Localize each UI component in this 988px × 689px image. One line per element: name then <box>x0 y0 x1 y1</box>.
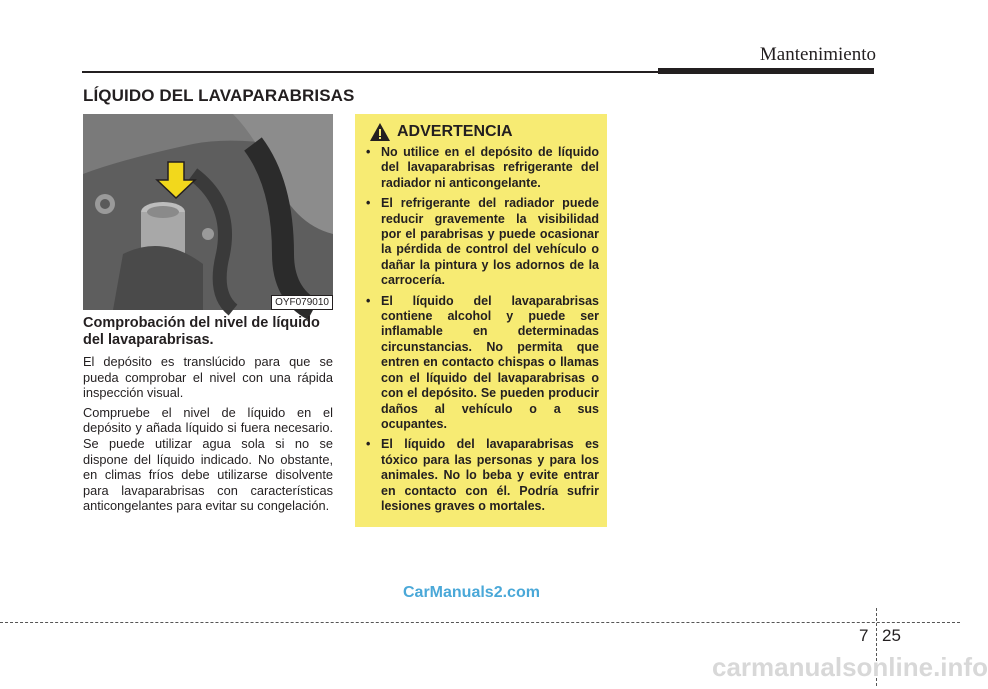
left-column <box>83 315 333 518</box>
engine-bay-illustration <box>83 114 333 310</box>
bullet-icon: • <box>366 293 371 308</box>
subheading: Comprobación del nivel de líquido del lavaparabrisas. <box>83 315 320 348</box>
paragraph: El depósito es translúcido para que se pueda comprobar el nivel con una rápida inspección visual. <box>83 354 333 401</box>
bullet-icon: • <box>366 145 371 159</box>
bullet-icon: • <box>366 196 371 211</box>
warning-item-text: El líquido del lavaparabrisas es tóxico para las personas y para los animales. No lo beba y evite entrar en contacto con él. Podría sufrir lesiones graves o mortales. <box>381 437 599 513</box>
footer-watermark: carmanualsonline.info <box>712 652 988 682</box>
photo-code: OYF079010 <box>271 295 333 310</box>
paragraph: Compruebe el nivel de líquido en el depósito y añada líquido si fuera necesario. Se puede utilizar agua sola si no se dispone del líquido indicado. No obstante, en climas fríos debe utilizarse disolvente para lavaparabrisas con características anticongelantes para evitar su congelación. <box>83 404 333 514</box>
header-title: Mantenimiento <box>759 44 876 65</box>
warning-item <box>363 437 599 514</box>
footer-divider <box>0 622 960 623</box>
page-number: 25 <box>882 626 901 645</box>
warning-item-text: El líquido del lavaparabrisas contiene alcohol y puede ser inflamable en determinadas circunstancias. No permita que entren en contacto chispas o llamas con el líquido del lavaparabrisas o con el depósito. Se pueden producir daños al vehículo o a sus ocupantes. <box>381 293 599 431</box>
warning-item-text: El refrigerante del radiador puede reducir gravemente la visibilidad por el parabrisas y puede ocasionar la pérdida de control del vehículo o dañar la pintura y los adornos de la carrocería. <box>381 196 599 288</box>
bullet-icon: • <box>366 437 371 452</box>
engine-bay-photo <box>83 114 333 310</box>
warning-item <box>363 294 599 433</box>
section-title: LÍQUIDO DEL LAVAPARABRISAS <box>83 86 355 105</box>
warning-item-text: No utilice en el depósito de líquido del lavaparabrisas refrigerante del radiador ni anticongelante. <box>381 145 599 190</box>
warning-triangle-icon <box>369 122 391 142</box>
warning-header <box>369 122 599 142</box>
warning-item <box>363 196 599 288</box>
warning-box <box>355 114 607 527</box>
chapter-number: 7 <box>859 626 869 645</box>
watermark-link[interactable]: CarManuals2.com <box>403 584 540 601</box>
header-rule-accent <box>658 68 874 74</box>
warning-item <box>363 145 599 191</box>
warning-list <box>363 145 599 514</box>
warning-title: ADVERTENCIA <box>397 123 513 140</box>
